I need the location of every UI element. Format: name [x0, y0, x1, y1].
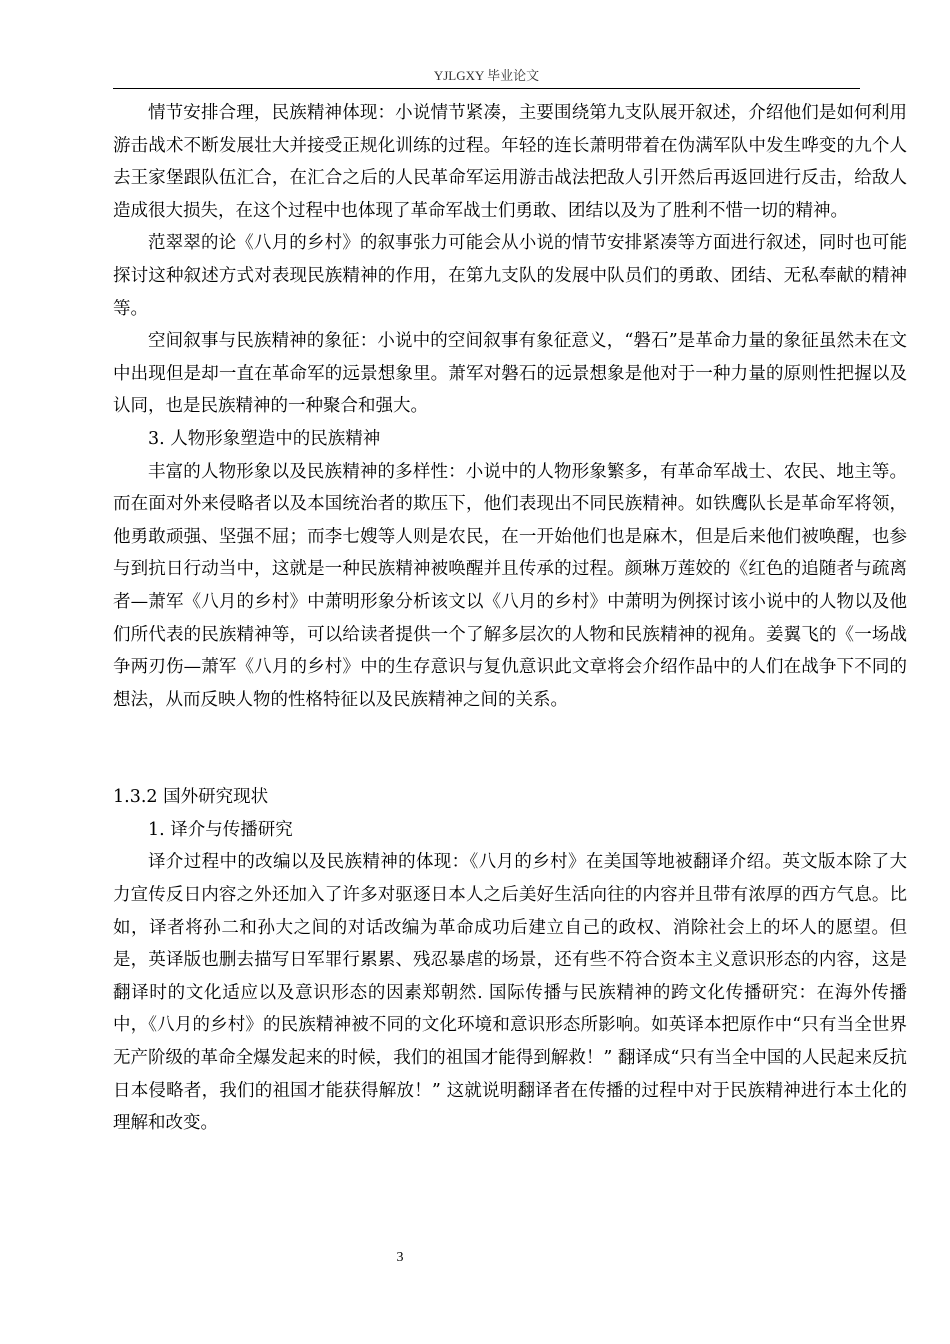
- paragraph-character-diversity: 丰富的人物形象以及民族精神的多样性：小说中的人物形象繁多，有革命军战士、农民、地主等。而在面对外来侵略者以及本国统治者的欺压下，他们表现出不同民族精神。如铁鹰队长是革命军将领，他勇敢顽强、坚强不屈；而李七嫂等人则是农民，在一开始他们也是麻木，但是后来他们被唤醒，也参与到抗日行动当中，这就是一种民族精神被唤醒并且传承的过程。颜琳万莲姣的《红色的追随者与疏离者—萧军《八月的乡村》中萧明形象分析该文以《八月的乡村》中萧明为例探讨该小说中的人物以及他们所代表的民族精神等，可以给读者提供一个了解多层次的人物和民族精神的视角。姜翼飞的《一场战争两刃伤—萧军《八月的乡村》中的生存意识与复仇意识此文章将会介绍作品中的人们在战争下不同的想法，从而反映人物的性格特征以及民族精神之间的关系。: [113, 461, 907, 710]
- paragraph-plot-arrangement: 情节安排合理，民族精神体现：小说情节紧凑，主要围绕第九支队展开叙述，介绍他们是如何利用游击战术不断发展壮大并接受正规化训练的过程。年轻的连长萧明带着在伪满军队中发生哗变的九个人去王家堡跟队伍汇合，在汇合之后的人民革命军运用游击战法把敌人引开然后再返回进行反击，给敌人造成很大损失，在这个过程中也体现了革命军战士们勇敢、团结以及为了胜利不惜一切的精神。: [113, 103, 907, 221]
- paragraph-narrative-tension: 范翠翠的论《八月的乡村》的叙事张力可能会从小说的情节安排紧凑等方面进行叙述，同时也可能探讨这种叙述方式对表现民族精神的作用，在第九支队的发展中队员们的勇敢、团结、无私奉献的精神等。: [113, 233, 907, 319]
- header-rule: [113, 88, 860, 89]
- list-item-translation-research: 1. 译介与传播研究: [148, 819, 293, 840]
- paragraph-spatial-narrative: 空间叙事与民族精神的象征：小说中的空间叙事有象征意义，“磐石”是革命力量的象征虽然未在文中出现但是却一直在革命军的远景想象里。萧军对磐石的远景想象是他对于一种力量的原则性把握以及认同，也是民族精神的一种聚合和强大。: [113, 331, 907, 417]
- list-item-character-portrayal: 3. 人物形象塑造中的民族精神: [148, 428, 381, 449]
- body-text: [113, 97, 907, 1140]
- paragraph-translation-adaptation: 译介过程中的改编以及民族精神的体现：《八月的乡村》在美国等地被翻译介绍。英文版本除了大力宣传反日内容之外还加入了许多对驱逐日本人之后美好生活向往的内容并且带有浓厚的西方气息。比如，译者将孙二和孙大之间的对话改编为革命成功后建立自己的政权、消除社会上的坏人的愿望。但是，英译版也删去描写日军罪行累累、残忍暴虐的场景，还有些不符合资本主义意识形态的内容，这是翻译时的文化适应以及意识形态的因素郑朝然. 国际传播与民族精神的跨文化传播研究：在海外传播中，《八月的乡村》的民族精神被不同的文化环境和意识形态所影响。如英译本把原作中“只有当全世界无产阶级的革命全爆发起来的时候，我们的祖国才能得到解救！” 翻译成“只有当全中国的人民起来反抗日本侵略者，我们的祖国才能获得解放！” 这就说明翻译者在传播的过程中对于民族精神进行本土化的理解和改变。: [113, 852, 907, 1134]
- running-header: YJLGXY 毕业论文: [433, 68, 540, 83]
- section-gap: [113, 716, 907, 781]
- page-number: 3: [396, 1250, 404, 1265]
- section-heading-foreign-research: 1.3.2 国外研究现状: [113, 787, 269, 808]
